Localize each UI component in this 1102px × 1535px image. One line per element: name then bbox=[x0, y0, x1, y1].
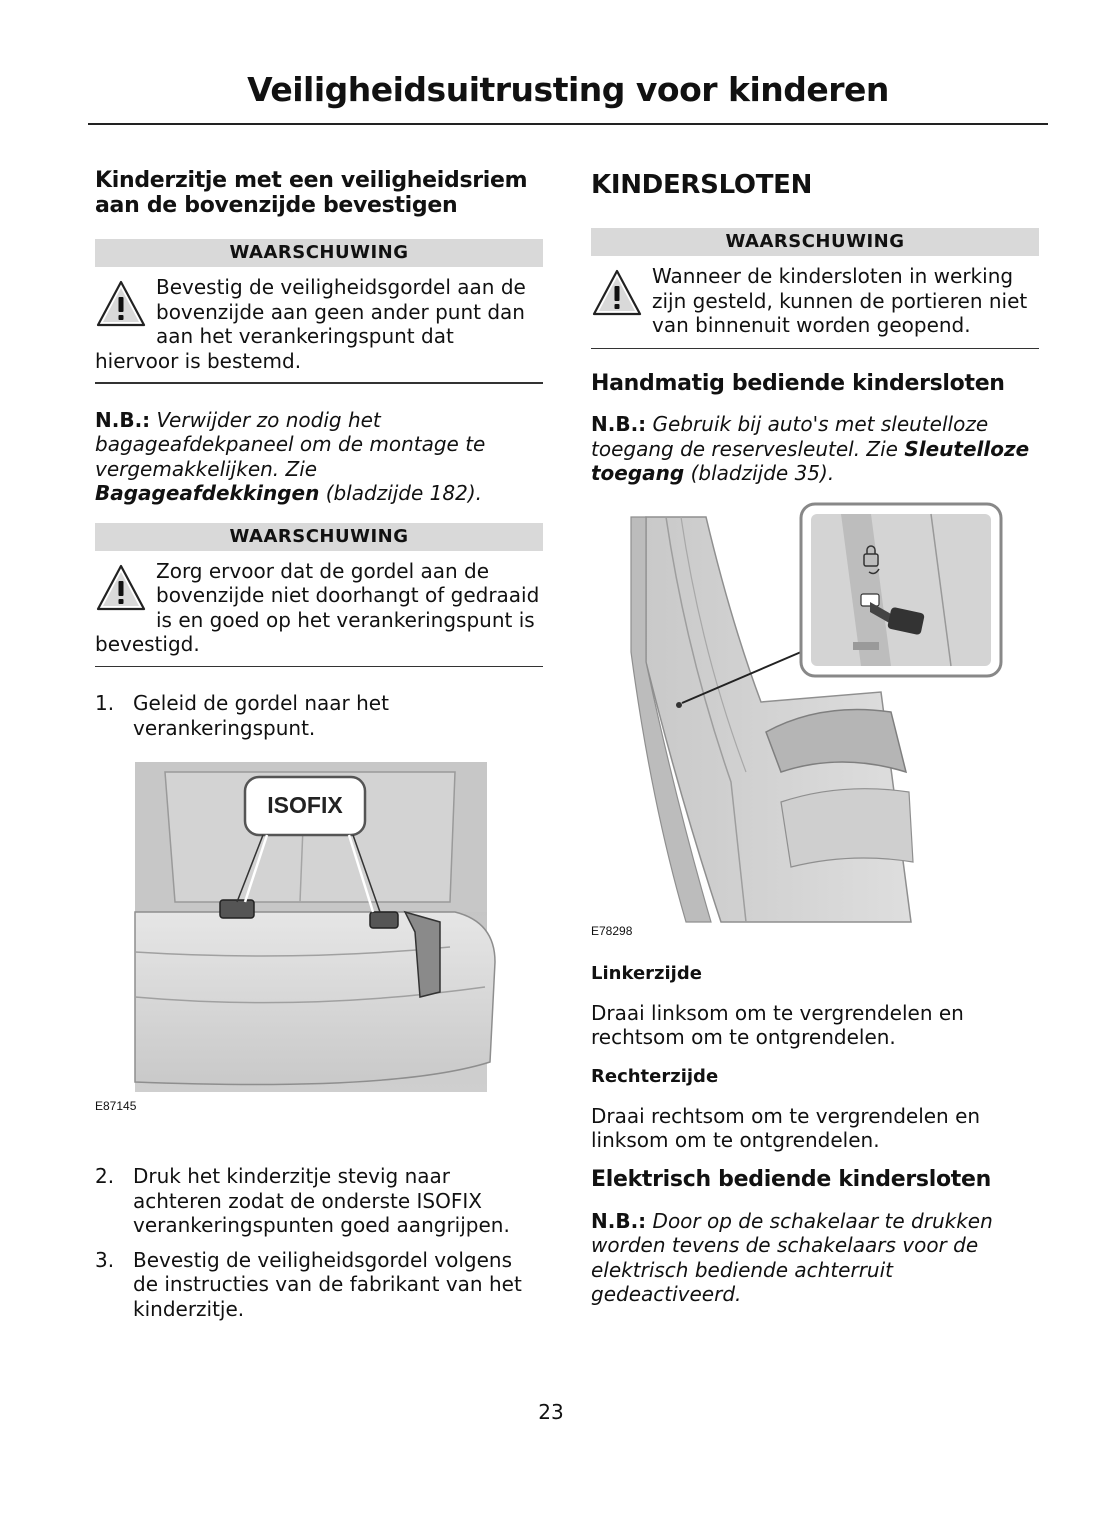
note-label: N.B.: bbox=[591, 412, 647, 436]
title-divider bbox=[88, 123, 1048, 125]
section-heading-electric-locks: Elektrisch bediende kindersloten bbox=[591, 1166, 991, 1192]
warning-banner: WAARSCHUWING bbox=[95, 239, 543, 267]
page-reference: (bladzijde 182). bbox=[325, 481, 482, 505]
section-heading-child-locks: KINDERSLOTEN bbox=[591, 170, 813, 200]
warning-banner: WAARSCHUWING bbox=[591, 228, 1039, 256]
left-side-text: Draai linksom om te vergrendelen en rechtsom om te ontgrendelen. bbox=[591, 1000, 964, 1049]
warning-text: Zorg ervoor dat de gordel aan de bovenzijde niet doorhangt of gedraaid is en goed op het verankeringspunt is bevestigd. bbox=[95, 558, 540, 656]
list-text: Druk het kinderzitje stevig naar achteren zodat de onderste ISOFIX verankeringspunten goed aangrijpen. bbox=[133, 1164, 510, 1237]
warning-text: Bevestig de veiligheidsgordel aan de bovenzijde aan geen ander punt dan aan het verankeringspunt dat hiervoor is bestemd. bbox=[95, 275, 526, 373]
note-label: N.B.: bbox=[591, 1208, 647, 1233]
note-text: Verwijder zo nodig het bagageafdekpaneel om de montage te vergemakkelijken. Zie bbox=[95, 407, 486, 481]
note-label: N.B.: bbox=[95, 407, 151, 432]
note-paragraph bbox=[591, 1209, 1039, 1307]
warning-box bbox=[95, 551, 543, 657]
page-title: Veiligheidsuitrusting voor kinderen bbox=[247, 70, 889, 109]
right-side-heading: Rechterzijde bbox=[591, 1065, 719, 1087]
cross-reference-link[interactable]: Sleutelloze toegang bbox=[591, 436, 1030, 485]
note-text: Gebruik bij auto's met sleutelloze toegang de reservesleutel. Zie bbox=[591, 412, 989, 461]
left-column bbox=[95, 168, 543, 1321]
list-number: 1. bbox=[95, 691, 115, 715]
isofix-figure bbox=[95, 762, 543, 1162]
list-text: Geleid de gordel naar het verankeringspunt. bbox=[133, 691, 389, 740]
section-heading-top-tether: Kinderzitje met een veiligheidsriem aan de bovenzijde bevestigen bbox=[95, 168, 528, 218]
child-lock-figure bbox=[591, 502, 1039, 962]
list-item bbox=[95, 1164, 543, 1238]
list-item bbox=[95, 691, 543, 740]
left-side-heading: Linkerzijde bbox=[591, 962, 702, 984]
isofix-label: ISOFIX bbox=[267, 792, 343, 818]
warning-triangle-icon bbox=[591, 268, 643, 320]
note-text: Door op de schakelaar te drukken worden tevens de schakelaars voor de elektrisch bediende achterruit gedeactiveerd. bbox=[591, 1208, 993, 1306]
list-item bbox=[95, 1248, 543, 1322]
warning-banner: WAARSCHUWING bbox=[95, 523, 543, 551]
right-side-text: Draai rechtsom om te vergrendelen en linksom om te ontgrendelen. bbox=[591, 1103, 981, 1152]
list-number: 3. bbox=[95, 1247, 115, 1272]
figure-code: E78298 bbox=[591, 923, 633, 938]
note-paragraph bbox=[591, 412, 1039, 486]
cross-reference-link[interactable]: Bagageafdekkingen bbox=[95, 481, 320, 505]
isofix-seat-illustration bbox=[95, 762, 543, 1162]
right-column bbox=[591, 168, 1039, 1307]
page-reference: (bladzijde 35). bbox=[690, 461, 835, 485]
warning-text: Wanneer de kindersloten in werking zijn gesteld, kunnen de portieren niet van binnenuit worden geopend. bbox=[652, 264, 1028, 337]
list-number: 2. bbox=[95, 1164, 115, 1188]
warning-triangle-icon bbox=[95, 563, 147, 615]
warning-triangle-icon bbox=[95, 279, 147, 331]
warning-box bbox=[591, 256, 1039, 338]
note-paragraph bbox=[95, 408, 543, 506]
figure-code: E87145 bbox=[95, 1099, 137, 1113]
door-child-lock-illustration bbox=[591, 502, 1039, 962]
list-text: Bevestig de veiligheidsgordel volgens de instructies van de fabrikant van het kinderzitje. bbox=[133, 1247, 522, 1321]
section-heading-manual-locks: Handmatig bediende kindersloten bbox=[591, 371, 1005, 396]
page-number: 23 bbox=[538, 1400, 564, 1424]
warning-box bbox=[95, 267, 543, 373]
